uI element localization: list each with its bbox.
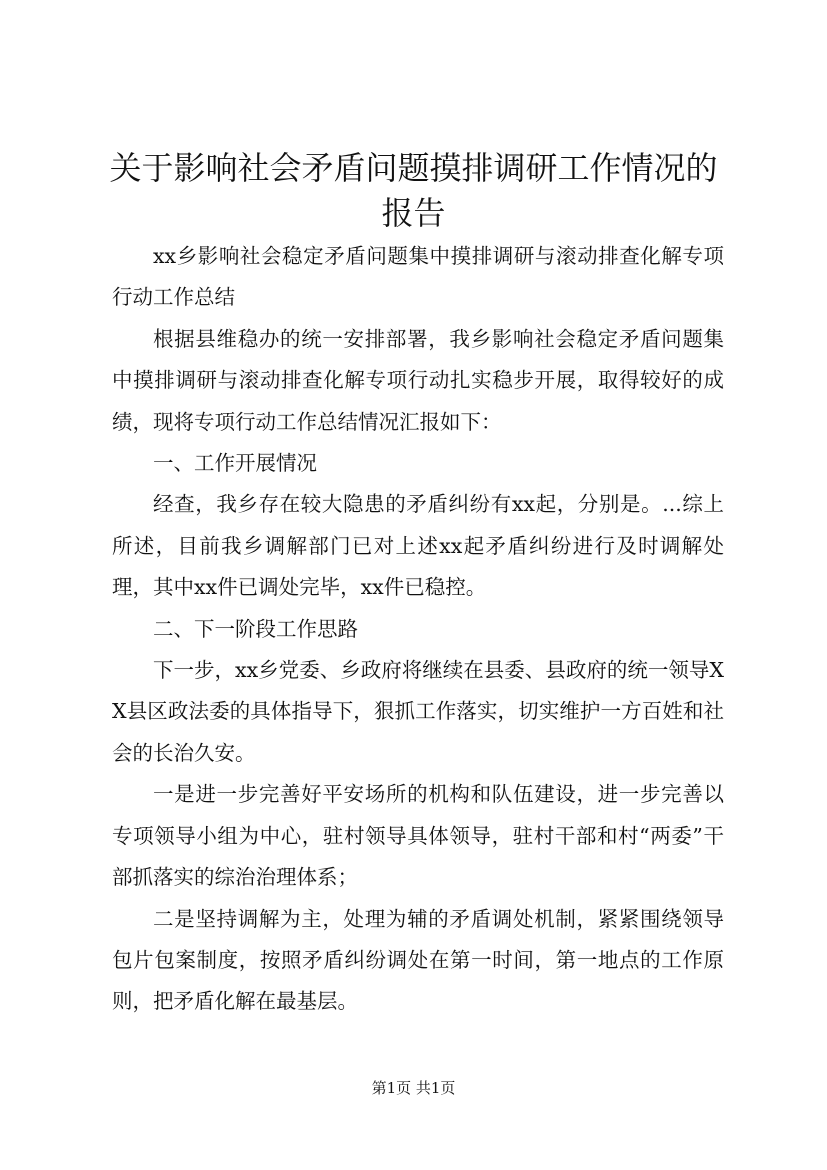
section-heading-2: 二、下一阶段工作思路: [153, 616, 358, 641]
page-footer: 第1页 共1页: [371, 1079, 456, 1097]
document-title: 关于影响社会矛盾问题摸排调研工作情况的报告: [109, 149, 718, 232]
paragraph-next-steps: 下一步，xx乡党委、乡政府将继续在县委、县政府的统一领导XX县区政法委的具体指导下，狠抓工作落实，切实维护一方百姓和社会的长治久安。: [112, 658, 724, 765]
paragraph-point-2: 二是坚持调解为主，处理为辅的矛盾调处机制，紧紧围绕领导包片包案制度，按照矛盾纠纷调处在第一时间，第一地点的工作原则，把矛盾化解在最基层。: [112, 906, 724, 1014]
paragraph-point-1: 一是进一步完善好平安场所的机构和队伍建设，进一步完善以专项领导小组为中心，驻村领导具体领导，驻村干部和村“两委”干部抓落实的综治治理体系；: [112, 782, 724, 890]
paragraph-findings: 经查，我乡存在较大隐患的矛盾纠纷有xx起，分别是。...综上所述，目前我乡调解部门已对上述xx起矛盾纠纷进行及时调解处理，其中xx件已调处完毕，xx件已稳控。: [112, 492, 724, 600]
paragraph-subtitle: xx乡影响社会稳定矛盾问题集中摸排调研与滚动排查化解专项行动工作总结: [112, 244, 724, 310]
section-heading-1: 一、工作开展情况: [153, 451, 317, 476]
paragraph-intro: 根据县维稳办的统一安排部署，我乡影响社会稳定矛盾问题集中摸排调研与滚动排查化解专项行动扎实稳步开展，取得较好的成绩，现将专项行动工作总结情况汇报如下：: [112, 326, 724, 434]
document-body: [112, 236, 724, 1023]
